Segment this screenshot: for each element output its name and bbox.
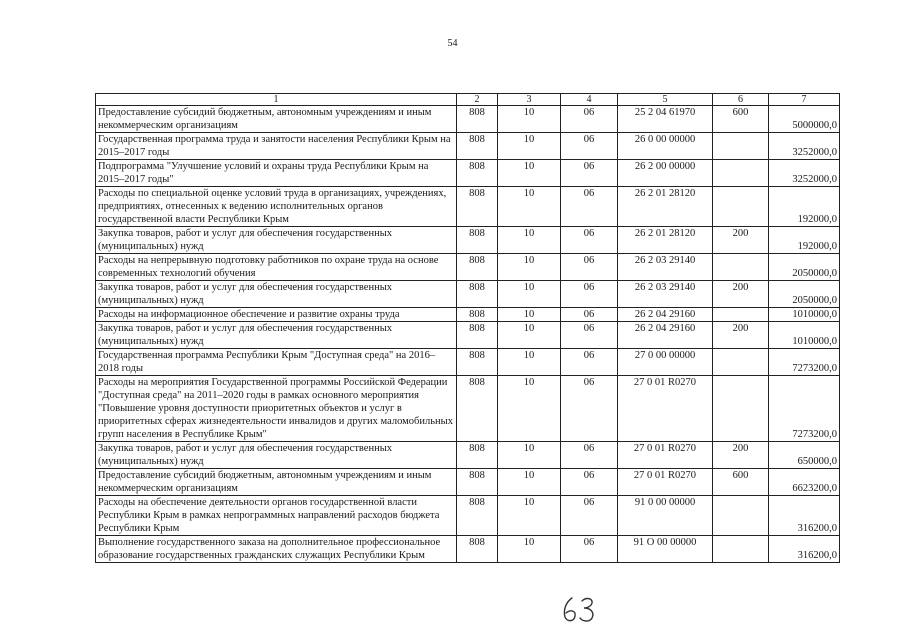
row-subsection-cell: 06 [561, 187, 618, 227]
column-header: 3 [498, 94, 561, 106]
row-section-cell: 10 [498, 106, 561, 133]
row-target-article-cell: 26 2 00 00000 [618, 160, 713, 187]
row-code-cell: 808 [457, 442, 498, 469]
table-row [96, 227, 840, 254]
row-expense-type-cell: 200 [713, 442, 769, 469]
column-header: 1 [96, 94, 457, 106]
row-name-cell: Расходы на информационное обеспечение и развитие охраны труда [96, 308, 457, 322]
table-row [96, 133, 840, 160]
row-expense-type-cell: 600 [713, 469, 769, 496]
row-amount-cell: 192000,0 [769, 227, 840, 254]
row-code-cell: 808 [457, 469, 498, 496]
row-subsection-cell: 06 [561, 160, 618, 187]
row-amount-cell: 3252000,0 [769, 133, 840, 160]
row-target-article-cell: 91 О 00 00000 [618, 536, 713, 563]
row-name-cell: Закупка товаров, работ и услуг для обеспечения государственных (муниципальных) нужд [96, 227, 457, 254]
row-section-cell: 10 [498, 227, 561, 254]
table-row [96, 160, 840, 187]
row-name-cell: Расходы по специальной оценке условий труда в организациях, учреждениях, предприятиях, отнесенных к ведению исполнительных органов государственной власти Республики Крым [96, 187, 457, 227]
row-code-cell: 808 [457, 536, 498, 563]
row-code-cell: 808 [457, 160, 498, 187]
row-subsection-cell: 06 [561, 322, 618, 349]
row-expense-type-cell [713, 536, 769, 563]
row-code-cell: 808 [457, 133, 498, 160]
row-section-cell: 10 [498, 281, 561, 308]
row-section-cell: 10 [498, 308, 561, 322]
row-section-cell: 10 [498, 349, 561, 376]
row-name-cell: Закупка товаров, работ и услуг для обеспечения государственных (муниципальных) нужд [96, 281, 457, 308]
row-target-article-cell: 27 0 01 R0270 [618, 376, 713, 442]
table-body [96, 106, 840, 563]
handwritten-page-mark [560, 594, 604, 624]
row-target-article-cell: 26 0 00 00000 [618, 133, 713, 160]
row-code-cell: 808 [457, 308, 498, 322]
row-amount-cell: 2050000,0 [769, 281, 840, 308]
column-header: 7 [769, 94, 840, 106]
table-row [96, 376, 840, 442]
row-target-article-cell: 91 0 00 00000 [618, 496, 713, 536]
row-expense-type-cell [713, 308, 769, 322]
row-section-cell: 10 [498, 496, 561, 536]
row-target-article-cell: 26 2 03 29140 [618, 281, 713, 308]
row-section-cell: 10 [498, 469, 561, 496]
row-expense-type-cell [713, 349, 769, 376]
row-subsection-cell: 06 [561, 133, 618, 160]
table-row [96, 281, 840, 308]
row-target-article-cell: 26 2 01 28120 [618, 187, 713, 227]
row-section-cell: 10 [498, 376, 561, 442]
header-row [96, 94, 840, 106]
table-row [96, 254, 840, 281]
row-subsection-cell: 06 [561, 469, 618, 496]
column-header: 5 [618, 94, 713, 106]
table-row [96, 106, 840, 133]
row-target-article-cell: 26 2 04 29160 [618, 322, 713, 349]
row-section-cell: 10 [498, 187, 561, 227]
row-name-cell: Расходы на непрерывную подготовку работников по охране труда на основе современных технологий обучения [96, 254, 457, 281]
row-amount-cell: 3252000,0 [769, 160, 840, 187]
row-section-cell: 10 [498, 254, 561, 281]
row-expense-type-cell [713, 496, 769, 536]
column-header: 4 [561, 94, 618, 106]
row-section-cell: 10 [498, 536, 561, 563]
row-subsection-cell: 06 [561, 106, 618, 133]
row-section-cell: 10 [498, 160, 561, 187]
row-subsection-cell: 06 [561, 349, 618, 376]
row-name-cell: Предоставление субсидий бюджетным, автономным учреждениям и иным некоммерческим организациям [96, 469, 457, 496]
row-expense-type-cell [713, 133, 769, 160]
page-number: 54 [447, 38, 458, 49]
row-subsection-cell: 06 [561, 281, 618, 308]
row-subsection-cell: 06 [561, 442, 618, 469]
row-subsection-cell: 06 [561, 308, 618, 322]
table-row [96, 536, 840, 563]
row-subsection-cell: 06 [561, 496, 618, 536]
row-name-cell: Расходы на обеспечение деятельности органов государственной власти Республики Крым в рамках непрограммных направлений расходов бюджета Республики Крым [96, 496, 457, 536]
column-header: 6 [713, 94, 769, 106]
row-name-cell: Государственная программа труда и занятости населения Республики Крым на 2015–2017 годы [96, 133, 457, 160]
table-row [96, 496, 840, 536]
row-name-cell: Выполнение государственного заказа на дополнительное профессиональное образование государственных гражданских служащих Республики Крым [96, 536, 457, 563]
table-row [96, 308, 840, 322]
row-section-cell: 10 [498, 133, 561, 160]
row-expense-type-cell [713, 160, 769, 187]
table-row [96, 469, 840, 496]
row-expense-type-cell: 200 [713, 322, 769, 349]
row-amount-cell: 2050000,0 [769, 254, 840, 281]
row-amount-cell: 316200,0 [769, 536, 840, 563]
row-amount-cell: 1010000,0 [769, 308, 840, 322]
row-target-article-cell: 27 0 00 00000 [618, 349, 713, 376]
row-subsection-cell: 06 [561, 376, 618, 442]
table-row [96, 442, 840, 469]
row-code-cell: 808 [457, 187, 498, 227]
row-code-cell: 808 [457, 254, 498, 281]
row-name-cell: Подпрограмма "Улучшение условий и охраны труда Республики Крым на 2015–2017 годы" [96, 160, 457, 187]
row-code-cell: 808 [457, 227, 498, 254]
row-target-article-cell: 26 2 01 28120 [618, 227, 713, 254]
row-amount-cell: 7273200,0 [769, 376, 840, 442]
row-code-cell: 808 [457, 322, 498, 349]
row-expense-type-cell [713, 376, 769, 442]
row-name-cell: Предоставление субсидий бюджетным, автономным учреждениям и иным некоммерческим организациям [96, 106, 457, 133]
row-target-article-cell: 25 2 04 61970 [618, 106, 713, 133]
row-code-cell: 808 [457, 349, 498, 376]
row-expense-type-cell: 600 [713, 106, 769, 133]
row-expense-type-cell [713, 254, 769, 281]
row-name-cell: Закупка товаров, работ и услуг для обеспечения государственных (муниципальных) нужд [96, 442, 457, 469]
row-amount-cell: 7273200,0 [769, 349, 840, 376]
row-target-article-cell: 26 2 04 29160 [618, 308, 713, 322]
row-section-cell: 10 [498, 442, 561, 469]
row-target-article-cell: 27 0 01 R0270 [618, 442, 713, 469]
row-code-cell: 808 [457, 496, 498, 536]
row-target-article-cell: 27 0 01 R0270 [618, 469, 713, 496]
table-row [96, 322, 840, 349]
row-subsection-cell: 06 [561, 227, 618, 254]
row-expense-type-cell [713, 187, 769, 227]
row-amount-cell: 5000000,0 [769, 106, 840, 133]
budget-table [95, 93, 840, 563]
row-expense-type-cell: 200 [713, 227, 769, 254]
row-amount-cell: 6623200,0 [769, 469, 840, 496]
row-code-cell: 808 [457, 281, 498, 308]
row-section-cell: 10 [498, 322, 561, 349]
row-subsection-cell: 06 [561, 536, 618, 563]
row-amount-cell: 1010000,0 [769, 322, 840, 349]
row-target-article-cell: 26 2 03 29140 [618, 254, 713, 281]
row-subsection-cell: 06 [561, 254, 618, 281]
row-amount-cell: 316200,0 [769, 496, 840, 536]
row-name-cell: Расходы на мероприятия Государственной программы Российской Федерации "Доступная среда" на 2011–2020 годы в рамках основного мероприятия "Повышение уровня доступности приоритетных объектов и услуг в приоритетных сферах жизнедеятельности инвалидов и других маломобильных групп населения в Республике Крым" [96, 376, 457, 442]
column-header: 2 [457, 94, 498, 106]
row-expense-type-cell: 200 [713, 281, 769, 308]
table-row [96, 187, 840, 227]
row-code-cell: 808 [457, 376, 498, 442]
table-row [96, 349, 840, 376]
row-name-cell: Закупка товаров, работ и услуг для обеспечения государственных (муниципальных) нужд [96, 322, 457, 349]
row-amount-cell: 192000,0 [769, 187, 840, 227]
row-code-cell: 808 [457, 106, 498, 133]
row-amount-cell: 650000,0 [769, 442, 840, 469]
row-name-cell: Государственная программа Республики Крым "Доступная среда" на 2016–2018 годы [96, 349, 457, 376]
